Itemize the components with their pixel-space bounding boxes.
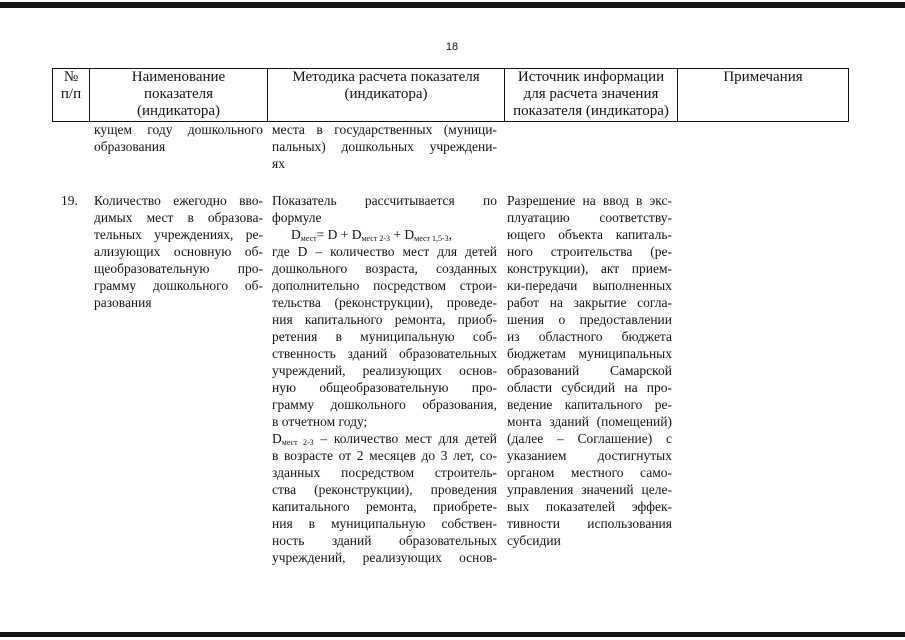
- formula-symbol: D: [272, 431, 282, 446]
- information-source-line: работ на закрытие согла-: [507, 295, 672, 310]
- calculation-method-line: ственность зданий образовательных: [272, 346, 497, 361]
- information-source-line: ведение капитального ре-: [507, 397, 672, 412]
- information-source-line: конструкции), акт прием-: [507, 261, 672, 276]
- information-source-line: субсидии: [507, 533, 561, 548]
- information-source-line: вых показателей эффек-: [507, 499, 672, 514]
- formula-line: [272, 226, 497, 243]
- indicator-name-line: ализующих основную об-: [94, 244, 263, 259]
- calculation-method-line: Показатель рассчитывается по: [272, 193, 497, 208]
- indicator-name-cell: [94, 192, 263, 311]
- information-source-line: монта зданий (помещений): [507, 414, 672, 429]
- information-source-line: управления значений целе-: [507, 482, 672, 497]
- calculation-method-line: места в государственных (муници-: [272, 122, 497, 137]
- information-source-line: ющего объекта капиталь-: [507, 227, 672, 242]
- header-cell-indicator-name: [90, 69, 267, 120]
- information-source-line: области субсидий на про-: [507, 380, 672, 395]
- information-source-line: ного строительства (ре-: [507, 244, 672, 259]
- header-cell-calculation-method: [268, 69, 504, 103]
- header-line: п/п: [60, 86, 82, 102]
- indicator-name-line: димых мест в образова-: [94, 210, 263, 225]
- header-cell-notes: [678, 69, 848, 86]
- formula-symbol: = D + D: [316, 227, 362, 242]
- page-number: 18: [445, 41, 459, 53]
- indicator-name-line: тельных учреждениях, ре-: [94, 227, 263, 242]
- header-line: Наименование: [131, 69, 226, 85]
- row-number-cell: [61, 192, 89, 209]
- formula-subscript: мест 1,5-3: [414, 234, 449, 243]
- header-cell-number: [53, 69, 89, 103]
- calculation-method-line: ния в муниципальную собствен-: [272, 516, 497, 531]
- information-source-line: плуатацию соответству-: [507, 210, 672, 225]
- calculation-method-line: ства (реконструкции), проведения: [272, 482, 497, 497]
- calculation-method-line: [272, 430, 497, 447]
- information-source-line: органом местного само-: [507, 465, 672, 480]
- indicator-name-line: Количество ежегодно вво-: [94, 193, 263, 208]
- information-source-cell: [507, 192, 672, 549]
- information-source-line: ки-передачи выполненных: [507, 278, 672, 293]
- formula-symbol: D: [291, 227, 301, 242]
- formula-subscript: мест 2-3: [361, 234, 390, 243]
- calculation-method-line: капитального ремонта, приобрете-: [272, 499, 497, 514]
- calculation-method-line: формуле: [272, 210, 322, 225]
- indicator-name-line: образования: [94, 139, 166, 154]
- header-line: (индикатора): [136, 103, 221, 119]
- header-line: №: [63, 69, 79, 85]
- information-source-line: тивности использования: [507, 516, 672, 531]
- header-line: Методика расчета показателя: [292, 69, 480, 85]
- calculation-method-line: зданных посредством строитель-: [272, 465, 497, 480]
- information-source-line: указанием достигнутых: [507, 448, 672, 463]
- header-line: показателя: [143, 86, 214, 102]
- header-line: для расчета значения: [523, 86, 659, 102]
- calculation-method-line: пальных) дошкольных учреждени-: [272, 139, 497, 154]
- calculation-method-line: в возрасте от 2 месяцев до 3 лет, со-: [272, 448, 497, 463]
- calculation-method-line: учреждений, реализующих основ-: [272, 550, 497, 565]
- formula-subscript: мест: [300, 234, 317, 243]
- calculation-method-line: грамму дошкольного образования,: [272, 397, 497, 412]
- row-number: 19.: [61, 193, 78, 208]
- indicator-name-cell: [94, 121, 263, 155]
- calculation-method-line: ретения в муниципальную соб-: [272, 329, 497, 344]
- calculation-method-line: где D – количество мест для детей: [272, 244, 497, 259]
- indicator-name-line: разования: [94, 295, 152, 310]
- calculation-method-line: ность зданий образовательных: [272, 533, 497, 548]
- information-source-line: из областного бюджета: [507, 329, 672, 344]
- formula-symbol: + D: [390, 227, 415, 242]
- header-cell-information-source: [505, 69, 677, 120]
- header-line: Примечания: [723, 69, 803, 85]
- calculation-method-line: ную общеобразовательную про-: [272, 380, 497, 395]
- calculation-method-line: дополнительно посредством строи-: [272, 278, 497, 293]
- calculation-method-line: тельства (реконструкции), проведе-: [272, 295, 497, 310]
- information-source-line: образований Самарской: [507, 363, 672, 378]
- information-source-line: шения о предоставлении: [507, 312, 672, 327]
- formula-symbol: ,: [448, 227, 453, 242]
- calculation-method-line: в отчетном году;: [272, 414, 368, 429]
- scan-edge-bottom: [0, 632, 905, 637]
- indicator-name-line: кущем году дошкольного: [94, 122, 263, 137]
- header-line: Источник информации: [517, 69, 665, 85]
- calculation-method-line: ния капитального ремонта, приоб-: [272, 312, 497, 327]
- header-line: (индикатора): [344, 86, 428, 102]
- indicator-name-line: щеобразовательную про-: [94, 261, 263, 276]
- table-header-row: [52, 68, 849, 122]
- header-line: показателя (индикатора): [513, 103, 669, 119]
- calculation-method-line: дошкольного возраста, созданных: [272, 261, 497, 276]
- information-source-line: бюджетам муниципальных: [507, 346, 672, 361]
- calculation-method-line: ях: [272, 156, 285, 171]
- calculation-method-line: учреждений, реализующих основ-: [272, 363, 497, 378]
- information-source-line: Разрешение на ввод в экс-: [507, 193, 672, 208]
- calculation-method-cell: [272, 192, 497, 566]
- scan-edge-top: [0, 2, 905, 8]
- calculation-method-text: – количество мест для детей: [313, 431, 497, 446]
- calculation-method-cell: [272, 121, 497, 172]
- indicator-name-line: грамму дошкольного об-: [94, 278, 263, 293]
- information-source-line: (далее – Соглашение) с: [507, 431, 672, 446]
- formula-subscript: мест 2-3: [281, 438, 314, 447]
